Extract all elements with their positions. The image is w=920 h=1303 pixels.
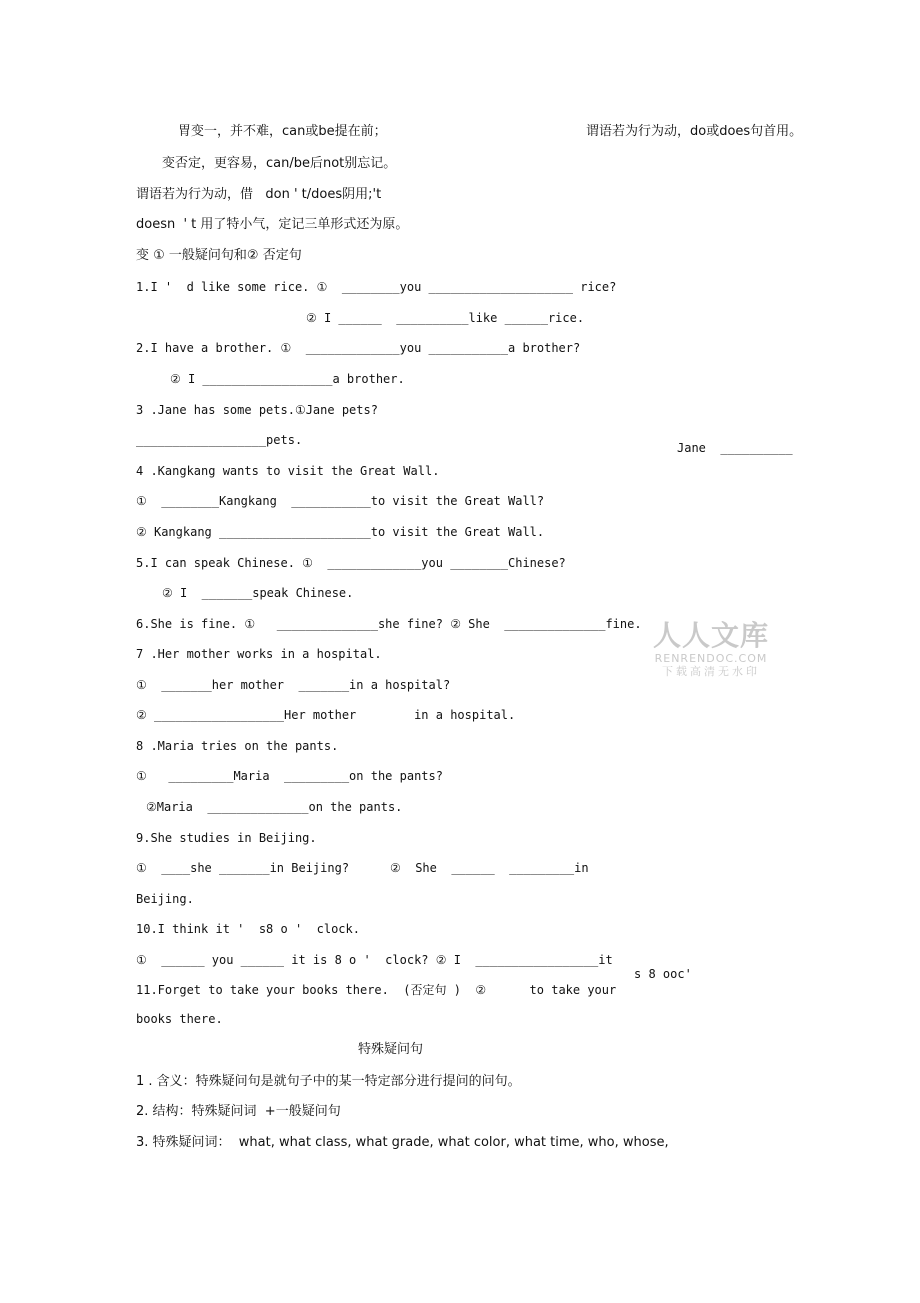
q7-negative: ② __________________Her mother in a hospital. [136, 708, 516, 722]
structure-line: 2. 结构：特殊疑问词 +一般疑问句 [136, 1104, 341, 1119]
q4-question: ① ________Kangkang ___________to visit the Great Wall? [136, 494, 545, 508]
q9-question: ① ____she _______in Beijing? [136, 861, 350, 875]
q7-question: ① _______her mother _______in a hospital? [136, 678, 451, 692]
definition-line: 1 . 含义：特殊疑问句是就句子中的某一特定部分进行提问的问句。 [136, 1074, 521, 1089]
rhyme-line-4: 谓语若为行为动，借 don ' t/does阴用;'t [136, 187, 382, 202]
section-heading: 变 ① 一般疑问句和② 否定句 [136, 248, 302, 263]
q1-prompt: 1.I ' d like some rice. ① ________you ____________________ rice? [136, 280, 617, 294]
rhyme-line-2: 谓语若为行为动，do或does句首用。 [586, 124, 803, 139]
q3-side-answer: Jane __________ [677, 441, 793, 455]
q9-negative: ② She ______ _________in [390, 861, 589, 875]
rhyme-line-5: doesn ' t 用了特小气，定记三单形式还为原。 [136, 217, 409, 232]
q2-negative: ② I __________________a brother. [170, 372, 405, 386]
q3-answer: __________________pets. [136, 433, 303, 447]
q2-prompt: 2.I have a brother. ① _____________you ___________a brother? [136, 341, 581, 355]
q10-prompt: 10.I think it ' s8 o ' clock. [136, 922, 360, 936]
q8-negative: ②Maria ______________on the pants. [146, 800, 403, 814]
q7-prompt: 7 .Her mother works in a hospital. [136, 647, 382, 661]
question-words-line: 3. 特殊疑问词： what, what class, what grade, what color, what time, who, whose, [136, 1135, 669, 1150]
watermark-title: 人人文库 [652, 619, 769, 652]
watermark-slogan: 下载高清无水印 [662, 665, 760, 678]
q5-negative: ② I _______speak Chinese. [162, 586, 354, 600]
q11-prompt: 11.Forget to take your books there. (否定句 ) ② to take your [136, 983, 617, 997]
q6-prompt: 6.She is fine. ① ______________she fine? ② She ______________fine. [136, 617, 642, 631]
rhyme-line-1: 胃变一，并不难，can或be提在前； [178, 124, 387, 139]
q10-negative-cont: s 8 ooc' [634, 967, 692, 981]
q1-negative: ② I ______ __________like ______rice. [306, 311, 585, 325]
q9-prompt: 9.She studies in Beijing. [136, 831, 317, 845]
q5-prompt: 5.I can speak Chinese. ① _____________you ________Chinese? [136, 556, 566, 570]
q3-prompt: 3 .Jane has some pets.①Jane pets? [136, 403, 378, 417]
q4-negative: ② Kangkang _____________________to visit the Great Wall. [136, 525, 545, 539]
q11-cont: books there. [136, 1012, 223, 1026]
q8-prompt: 8 .Maria tries on the pants. [136, 739, 339, 753]
q9-negative-cont: Beijing. [136, 892, 194, 906]
rhyme-line-3: 变否定，更容易，can/be后not别忘记。 [162, 156, 397, 171]
q10-question: ① ______ you ______ it is 8 o ' clock? ② I _________________it [136, 953, 613, 967]
q8-question: ① _________Maria _________on the pants? [136, 769, 443, 783]
special-questions-heading: 特殊疑问句 [358, 1042, 424, 1057]
q4-prompt: 4 .Kangkang wants to visit the Great Wall. [136, 464, 440, 478]
watermark-site: RENRENDOC.COM [654, 652, 768, 665]
watermark [646, 620, 776, 679]
